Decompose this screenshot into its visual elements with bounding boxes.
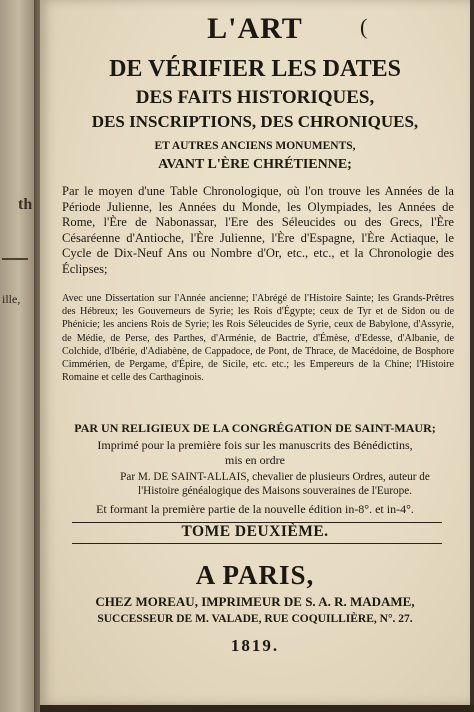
- title-line-3: DES FAITS HISTORIQUES,: [135, 87, 375, 108]
- left-page-fragment: ille,: [2, 292, 21, 306]
- contents-paragraph: Avec une Dissertation sur l'Année ancienne; l'Abrégé de l'Histoire Sainte; les Grands-Prêtres des Hébreux; les Gouverneurs de Syrie; les Rois d'Égypte; ceux de Tyr et de Sidon ou de Phénicie; les anciens Rois de Syrie; les Rois Séleucides de Syrie, ceux de Babylone, d'Assyrie, de Médie, de Perse, des Parthes, d'Arménie, de Bactrie, d'Émèse, d'Edesse, d'Albanie, de Colchide, d'Ibérie, d'Adiabène, de Cappadoce, de Pont, de Thrace, de Macédoine, de Bosphore Cimmérien, de Pergame, d'Épire, de Sicile, etc. etc.; les Empereurs de la Chine; l'Histoire Romaine et celle des Carthaginois.: [62, 293, 454, 384]
- publisher-line: CHEZ MOREAU, IMPRIMEUR DE S. A. R. MADAME,: [95, 594, 415, 609]
- title-line-4: DES INSCRIPTIONS, DES CHRONIQUES,: [91, 112, 419, 131]
- edition-line: Et formant la première partie de la nouvelle édition in-8°. et in-4°.: [96, 502, 414, 516]
- tome-rule-bottom: [72, 543, 442, 544]
- title-line-6: AVANT L'ÈRE CHRÉTIENNE;: [158, 157, 352, 172]
- title-ink-mark: (: [360, 14, 368, 39]
- editor-line: Par M. DE SAINT-ALLAIS, chevalier de plusieurs Ordres, auteur de l'Histoire généalogique des Maisons souveraines de l'Europe.: [120, 471, 430, 497]
- title-main: L'ART: [207, 12, 303, 45]
- imprint-line-2: mis en ordre: [225, 453, 285, 467]
- title-line-2: DE VÉRIFIER LES DATES: [109, 56, 401, 82]
- left-page-rule: [2, 258, 28, 260]
- title-line-5: ET AUTRES ANCIENS MONUMENTS,: [154, 140, 356, 152]
- publication-year: 1819.: [230, 636, 280, 655]
- imprint-lines: [40, 438, 470, 468]
- book-bottom-edge: [40, 705, 474, 712]
- left-page-fragment-2: th: [18, 196, 33, 213]
- imprint-line-1: Imprimé pour la première fois sur les manuscrits des Bénédictins,: [97, 438, 413, 452]
- imprint-city: A PARIS,: [195, 560, 315, 590]
- title-page: [40, 0, 470, 705]
- author-line: PAR UN RELIGIEUX DE LA CONGRÉGATION DE SAINT-MAUR;: [74, 421, 436, 435]
- successor-line: SUCCESSEUR DE M. VALADE, RUE COQUILLIÈRE, N°. 27.: [97, 613, 413, 625]
- left-page-edge: [0, 0, 34, 712]
- description-paragraph: Par le moyen d'une Table Chronologique, où l'on trouve les Années de la Période Julienne, les Années du Monde, les Olympiades, les Années de Rome, l'Ère de Nabonassar, l'Ere des Séleucides ou des Grecs, l'Ère Césaréenne d'Antioche, l'Ère Julienne, l'Ère d'Espagne, l'Ère Actiaque, le Cycle de Dix-Neuf Ans ou Nombre d'Or, etc., etc., et la Chronologie des Éclipses;: [62, 184, 454, 276]
- tome-label: TOME DEUXIÈME.: [181, 523, 329, 540]
